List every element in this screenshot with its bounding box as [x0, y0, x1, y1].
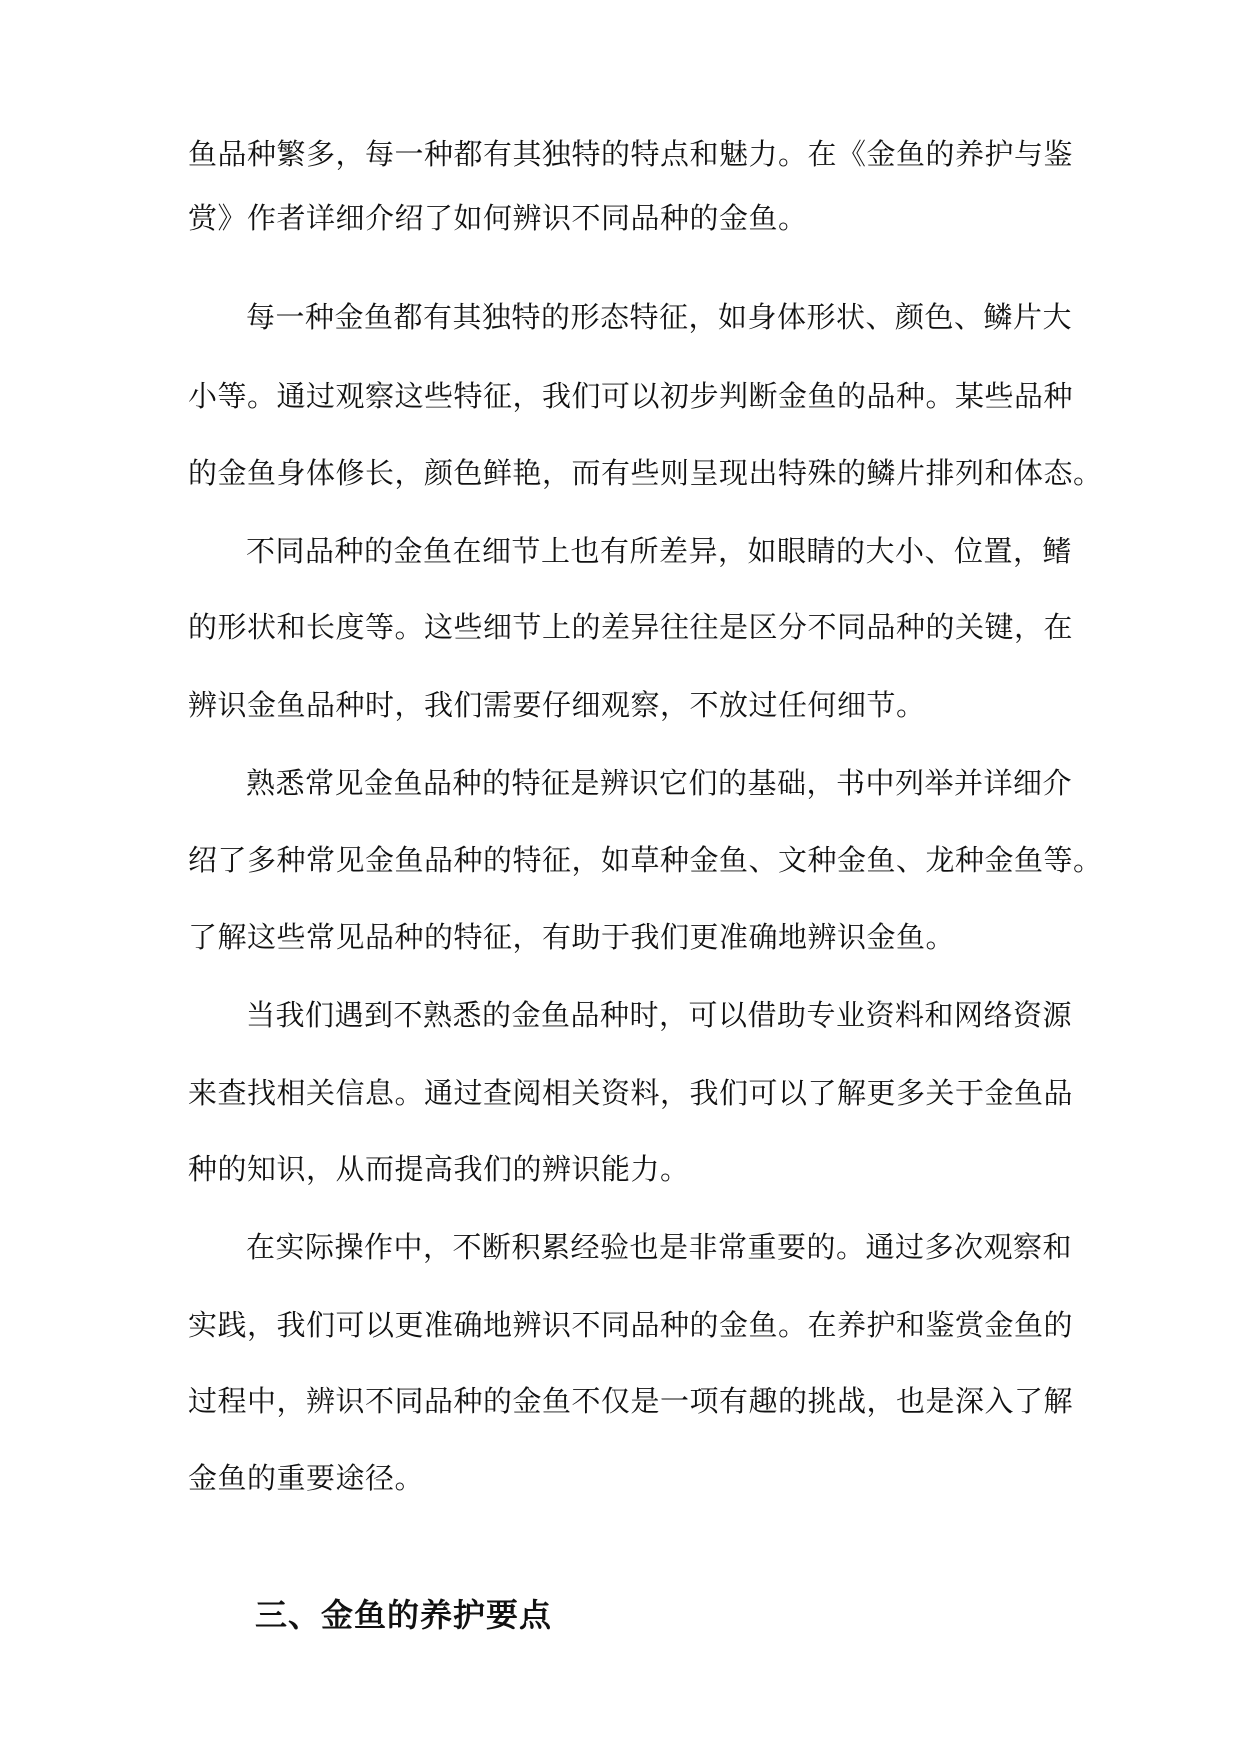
paragraph-3-line-2: 的形状和长度等。这些细节上的差异往往是区分不同品种的关键，在: [188, 610, 1074, 644]
paragraph-5-line-2: 来查找相关信息。通过查阅相关资料，我们可以了解更多关于金鱼品: [188, 1076, 1074, 1110]
paragraph-3-line-3: 辨识金鱼品种时，我们需要仔细观察，不放过任何细节。: [188, 688, 926, 722]
paragraph-2-line-1: 每一种金鱼都有其独特的形态特征，如身体形状、颜色、鳞片大: [246, 300, 1073, 334]
paragraph-4-line-3: 了解这些常见品种的特征，有助于我们更准确地辨识金鱼。: [188, 920, 956, 954]
paragraph-5-line-1: 当我们遇到不熟悉的金鱼品种时，可以借助专业资料和网络资源: [246, 998, 1073, 1032]
section-heading: 三、金鱼的养护要点: [255, 1596, 553, 1634]
paragraph-6-line-4: 金鱼的重要途径。: [188, 1461, 425, 1495]
paragraph-2-line-3: 的金鱼身体修长，颜色鲜艳，而有些则呈现出特殊的鳞片排列和体态。: [188, 456, 1103, 490]
paragraph-3-line-1: 不同品种的金鱼在细节上也有所差异，如眼睛的大小、位置，鳍: [246, 534, 1073, 568]
paragraph-6-line-2: 实践，我们可以更准确地辨识不同品种的金鱼。在养护和鉴赏金鱼的: [188, 1308, 1074, 1342]
paragraph-6-line-3: 过程中，辨识不同品种的金鱼不仅是一项有趣的挑战，也是深入了解: [188, 1384, 1074, 1418]
paragraph-2-line-2: 小等。通过观察这些特征，我们可以初步判断金鱼的品种。某些品种: [188, 379, 1074, 413]
paragraph-6-line-1: 在实际操作中，不断积累经验也是非常重要的。通过多次观察和: [246, 1230, 1073, 1264]
paragraph-4-line-2: 绍了多种常见金鱼品种的特征，如草种金鱼、文种金鱼、龙种金鱼等。: [188, 843, 1103, 877]
paragraph-1-line-1: 鱼品种繁多，每一种都有其独特的特点和魅力。在《金鱼的养护与鉴: [188, 137, 1074, 171]
paragraph-1-line-2: 赏》作者详细介绍了如何辨识不同品种的金鱼。: [188, 201, 808, 235]
paragraph-5-line-3: 种的知识，从而提高我们的辨识能力。: [188, 1152, 690, 1186]
paragraph-4-line-1: 熟悉常见金鱼品种的特征是辨识它们的基础，书中列举并详细介: [246, 766, 1073, 800]
